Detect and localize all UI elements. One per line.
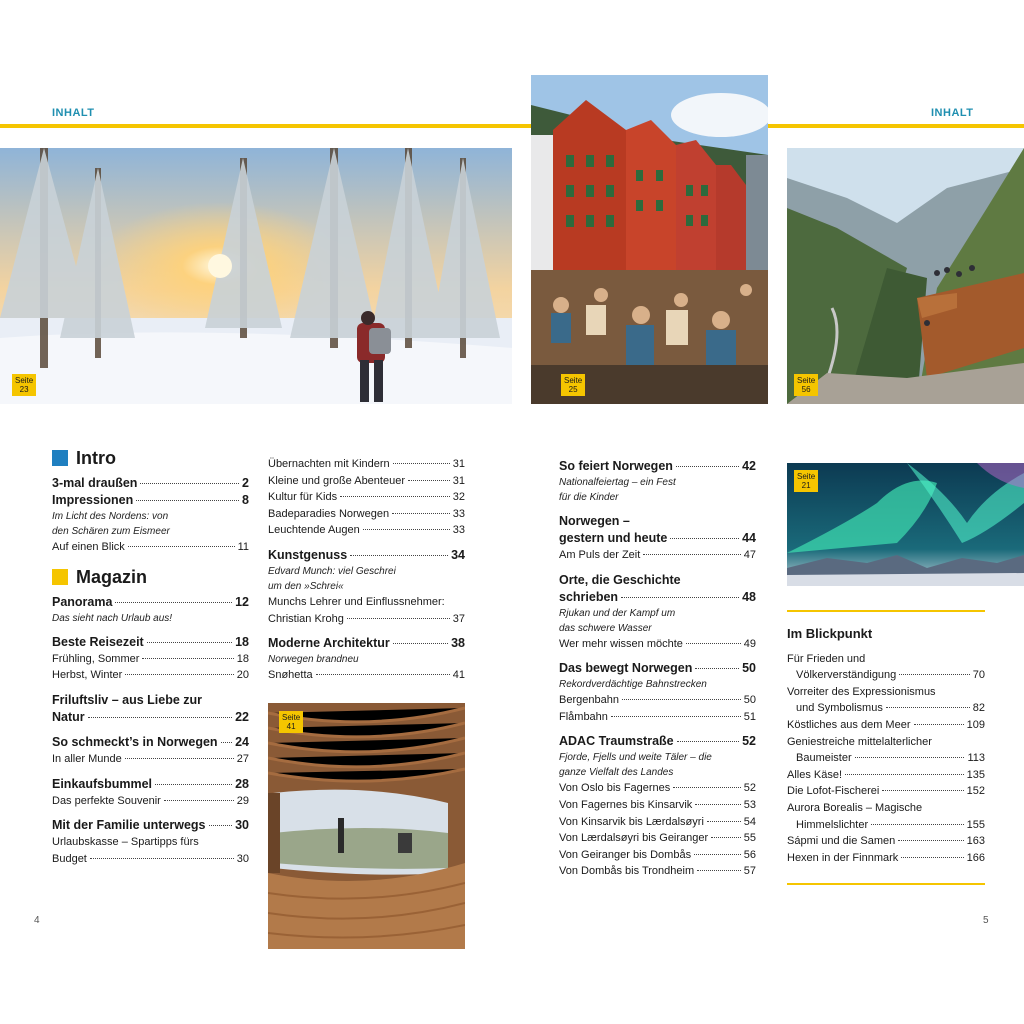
toc-entry[interactable] bbox=[559, 863, 756, 880]
toc-entry-page: 31 bbox=[452, 458, 465, 470]
toc-entry[interactable] bbox=[268, 594, 465, 611]
toc-entry[interactable] bbox=[559, 458, 756, 475]
page-tag-fjord-label: Seite 56 bbox=[797, 376, 816, 394]
toc-entry-page: 113 bbox=[967, 752, 985, 765]
toc-entry-title: Das perfekte Souvenir bbox=[52, 794, 161, 807]
dot-leader bbox=[643, 554, 740, 555]
toc-entry[interactable] bbox=[52, 751, 249, 768]
toc-entry-page: 20 bbox=[236, 669, 249, 682]
dot-leader bbox=[914, 724, 964, 725]
toc-entry[interactable] bbox=[52, 851, 249, 868]
toc-entry-title: Natur bbox=[52, 709, 85, 724]
dot-leader bbox=[155, 784, 232, 785]
toc-entry-title: Budget bbox=[52, 852, 87, 865]
toc-entry-title: ganze Vielfalt des Landes bbox=[559, 767, 674, 779]
dot-leader bbox=[711, 837, 741, 838]
toc-entry-page: 11 bbox=[237, 540, 249, 553]
toc-entry-title: Christian Krohg bbox=[268, 612, 344, 625]
toc-entry-page: 32 bbox=[452, 491, 465, 504]
toc-entry[interactable] bbox=[268, 564, 465, 579]
toc-entry-title: ADAC Traumstraße bbox=[559, 734, 674, 749]
toc-entry[interactable] bbox=[52, 492, 249, 509]
toc-entry[interactable] bbox=[559, 750, 756, 765]
toc-entry[interactable] bbox=[559, 636, 756, 653]
toc-entry-page: 30 bbox=[236, 852, 249, 865]
toc-entry-title: Bergenbahn bbox=[559, 694, 619, 707]
toc-entry-title: Beste Reisezeit bbox=[52, 634, 144, 649]
toc-entry-title: Aurora Borealis – Magische bbox=[787, 801, 923, 814]
architecture-photo bbox=[268, 703, 465, 949]
toc-entry-title: Von Kinsarvik bis Lærdalsøyri bbox=[559, 815, 704, 828]
dot-leader bbox=[136, 500, 239, 501]
left-header-label: INHALT bbox=[52, 107, 95, 119]
toc-entry[interactable] bbox=[559, 475, 756, 490]
dot-leader bbox=[621, 597, 739, 598]
toc-entry-page: 22 bbox=[235, 709, 249, 724]
dot-leader bbox=[316, 674, 450, 675]
toc-entry[interactable] bbox=[52, 709, 249, 726]
col3-list bbox=[559, 458, 756, 880]
blickpunkt-title: Im Blickpunkt bbox=[787, 626, 873, 641]
left-header-rule bbox=[0, 124, 531, 128]
dot-leader bbox=[871, 824, 964, 825]
toc-entry[interactable] bbox=[559, 847, 756, 864]
toc-entry-page: 52 bbox=[742, 734, 756, 749]
toc-entry[interactable] bbox=[787, 651, 985, 668]
toc-entry-page: 33 bbox=[452, 524, 465, 537]
dot-leader bbox=[115, 602, 232, 603]
toc-entry-page: 54 bbox=[743, 815, 756, 828]
toc-entry-page: 57 bbox=[743, 865, 756, 878]
toc-entry-page: 82 bbox=[972, 702, 985, 715]
toc-entry-title: Fjorde, Fjells und weite Täler – die bbox=[559, 752, 712, 764]
toc-entry[interactable] bbox=[559, 780, 756, 797]
toc-entry-page: 37 bbox=[452, 612, 465, 625]
blickpunkt-list bbox=[787, 651, 985, 867]
toc-entry[interactable] bbox=[559, 490, 756, 505]
toc-entry-title: schrieben bbox=[559, 589, 619, 604]
toc-entry-title: Im Licht des Nordens: von bbox=[52, 510, 169, 522]
list-gap bbox=[52, 726, 249, 734]
dot-leader bbox=[845, 774, 964, 775]
toc-entry-title: Hexen in der Finnmark bbox=[787, 851, 899, 864]
list-gap bbox=[52, 768, 249, 776]
dot-leader bbox=[125, 674, 233, 675]
toc-entry[interactable] bbox=[559, 733, 756, 750]
toc-entry[interactable] bbox=[52, 594, 249, 611]
dot-leader bbox=[393, 463, 450, 464]
toc-entry-title: und Symbolismus bbox=[796, 702, 883, 715]
toc-entry[interactable] bbox=[787, 700, 985, 717]
toc-entry[interactable] bbox=[268, 579, 465, 594]
toc-entry-title: Einkaufsbummel bbox=[52, 776, 153, 791]
dot-leader bbox=[209, 825, 233, 826]
toc-entry-page: 33 bbox=[452, 507, 465, 520]
toc-entry-title: Köstliches aus dem Meer bbox=[787, 718, 911, 731]
page-tag-winter bbox=[12, 374, 36, 396]
toc-column-3 bbox=[559, 458, 756, 880]
toc-entry-title: Das sieht nach Urlaub aus! bbox=[52, 612, 173, 624]
toc-entry-page: 53 bbox=[743, 798, 756, 811]
toc-entry-title: Rjukan und der Kampf um bbox=[559, 607, 676, 619]
toc-entry-page: 166 bbox=[966, 851, 985, 864]
toc-entry-title: Badeparadies Norwegen bbox=[268, 507, 390, 520]
toc-entry-title: gestern und heute bbox=[559, 531, 668, 545]
intro-list bbox=[52, 475, 249, 556]
list-gap bbox=[52, 809, 249, 817]
toc-entry-page: 155 bbox=[966, 818, 985, 831]
page-number-left: 4 bbox=[34, 915, 40, 926]
dot-leader bbox=[128, 546, 235, 547]
list-gap bbox=[559, 652, 756, 660]
toc-entry[interactable] bbox=[559, 797, 756, 814]
toc-entry-page: 8 bbox=[242, 492, 249, 507]
toc-entry-title: Kleine und große Abenteuer bbox=[268, 474, 405, 487]
winter-forest-photo bbox=[0, 148, 512, 404]
toc-entry[interactable] bbox=[52, 509, 249, 524]
toc-entry[interactable] bbox=[268, 652, 465, 667]
toc-entry-title: Friluftsliv – aus Liebe zur bbox=[52, 692, 203, 707]
toc-entry-page: 34 bbox=[451, 547, 465, 562]
toc-entry-title: Von Fagernes bis Kinsarvik bbox=[559, 798, 693, 811]
dot-leader bbox=[707, 821, 741, 822]
toc-entry[interactable] bbox=[559, 547, 756, 564]
bergen-bryggen-photo bbox=[531, 75, 768, 404]
page-tag-architecture bbox=[279, 711, 303, 733]
toc-entry[interactable] bbox=[559, 677, 756, 692]
toc-entry-page: 47 bbox=[743, 549, 756, 561]
toc-entry[interactable] bbox=[52, 834, 249, 851]
toc-entry-page: 55 bbox=[743, 832, 756, 845]
toc-entry-page: 52 bbox=[743, 782, 756, 795]
dot-leader bbox=[695, 668, 739, 669]
toc-entry[interactable] bbox=[787, 734, 985, 751]
toc-entry[interactable] bbox=[52, 776, 249, 793]
toc-entry-title: Rekordverdächtige Bahnstrecken bbox=[559, 679, 707, 691]
aurora-photo bbox=[787, 463, 1024, 586]
toc-entry-title: Geniestreiche mittelalterlicher bbox=[787, 735, 932, 748]
dot-leader bbox=[125, 758, 234, 759]
toc-entry[interactable] bbox=[559, 606, 756, 621]
toc-entry-title: Impressionen bbox=[52, 492, 134, 507]
toc-entry[interactable] bbox=[52, 793, 249, 810]
toc-entry-title: Nationalfeiertag – ein Fest bbox=[559, 477, 676, 488]
dot-leader bbox=[686, 643, 741, 644]
dot-leader bbox=[88, 717, 232, 718]
right-header-label: INHALT bbox=[931, 107, 974, 119]
toc-entry[interactable] bbox=[559, 765, 756, 780]
list-gap bbox=[559, 505, 756, 513]
page-tag-bergen-label: Seite 25 bbox=[564, 376, 583, 394]
toc-entry-title: So feiert Norwegen bbox=[559, 459, 673, 473]
toc-entry[interactable] bbox=[268, 506, 465, 523]
toc-entry[interactable] bbox=[52, 611, 249, 626]
toc-entry-page: 24 bbox=[235, 734, 249, 749]
toc-entry[interactable] bbox=[559, 530, 756, 547]
toc-entry[interactable] bbox=[52, 524, 249, 539]
dot-leader bbox=[673, 787, 740, 788]
list-gap bbox=[268, 539, 465, 547]
toc-entry-title: Frühling, Sommer bbox=[52, 652, 140, 665]
toc-entry-title: Die Lofot-Fischerei bbox=[787, 785, 880, 798]
dot-leader bbox=[694, 854, 741, 855]
dot-leader bbox=[882, 790, 963, 791]
toc-entry-title: Edvard Munch: viel Geschrei bbox=[268, 565, 396, 577]
dot-leader bbox=[350, 555, 448, 556]
page-tag-bergen bbox=[561, 374, 585, 396]
dot-leader bbox=[886, 707, 970, 708]
dot-leader bbox=[855, 757, 965, 758]
toc-entry-title: Leuchtende Augen bbox=[268, 524, 360, 537]
toc-entry-page: 51 bbox=[743, 710, 756, 723]
toc-entry[interactable] bbox=[559, 814, 756, 831]
toc-entry[interactable] bbox=[559, 513, 756, 530]
toc-entry[interactable] bbox=[787, 684, 985, 701]
list-gap bbox=[52, 684, 249, 692]
toc-entry-page: 50 bbox=[742, 661, 756, 676]
toc-entry-title: Von Lærdalsøyri bis Geiranger bbox=[559, 832, 709, 845]
dot-leader bbox=[147, 642, 232, 643]
magazin-heading: Magazin bbox=[76, 567, 148, 588]
toc-entry[interactable] bbox=[559, 572, 756, 589]
toc-entry[interactable] bbox=[52, 634, 249, 651]
toc-entry[interactable] bbox=[559, 692, 756, 709]
dot-leader bbox=[393, 643, 448, 644]
blickpunkt-top-rule bbox=[787, 610, 985, 612]
toc-entry-page: 29 bbox=[236, 794, 249, 807]
dot-leader bbox=[90, 858, 234, 859]
toc-entry-title: Vorreiter des Expressionismus bbox=[787, 685, 936, 698]
dot-leader bbox=[340, 496, 450, 497]
toc-entry-page: 49 bbox=[743, 637, 756, 650]
toc-column-1 bbox=[52, 450, 249, 867]
toc-entry-title: für die Kinder bbox=[559, 492, 619, 503]
toc-entry-page: 18 bbox=[236, 652, 249, 665]
toc-entry[interactable] bbox=[787, 667, 985, 684]
toc-entry-title: Sápmi und die Samen bbox=[787, 835, 896, 848]
toc-entry-title: Norwegen – bbox=[559, 514, 630, 528]
toc-entry-title: Kultur für Kids bbox=[268, 491, 338, 504]
toc-entry[interactable] bbox=[787, 817, 985, 834]
toc-entry-title: das schwere Wasser bbox=[559, 622, 652, 634]
toc-entry-title: Snøhetta bbox=[268, 669, 313, 682]
page-tag-fjord bbox=[794, 374, 818, 396]
page-tag-aurora bbox=[794, 470, 818, 492]
toc-entry-page: 42 bbox=[742, 459, 756, 473]
toc-entry-page: 2 bbox=[242, 475, 249, 490]
toc-entry-page: 44 bbox=[742, 531, 756, 545]
list-gap bbox=[559, 564, 756, 572]
toc-entry-title: Urlaubskasse – Spartipps fürs bbox=[52, 836, 199, 849]
toc-entry[interactable] bbox=[268, 611, 465, 628]
toc-entry[interactable] bbox=[268, 456, 465, 473]
magazin-square-icon bbox=[52, 569, 68, 585]
toc-entry-title: Kunstgenuss bbox=[268, 547, 348, 562]
toc-entry[interactable] bbox=[52, 817, 249, 834]
col2-list bbox=[268, 456, 465, 684]
toc-entry[interactable] bbox=[52, 667, 249, 684]
toc-entry[interactable] bbox=[52, 734, 249, 751]
dot-leader bbox=[677, 741, 739, 742]
list-gap bbox=[268, 627, 465, 635]
dot-leader bbox=[611, 716, 741, 717]
toc-entry[interactable] bbox=[787, 767, 985, 784]
dot-leader bbox=[164, 800, 234, 801]
page-tag-aurora-label: Seite 21 bbox=[797, 472, 816, 490]
page-tag-winter-label: Seite 23 bbox=[15, 376, 34, 394]
toc-entry-page: 28 bbox=[235, 776, 249, 791]
toc-entry-title: Das bewegt Norwegen bbox=[559, 661, 693, 676]
toc-entry-page: 109 bbox=[966, 718, 985, 731]
magazin-list bbox=[52, 594, 249, 868]
toc-entry-title: Moderne Architektur bbox=[268, 636, 390, 651]
toc-entry-title: So schmeckt’s in Norwegen bbox=[52, 734, 218, 749]
dot-leader bbox=[140, 483, 239, 484]
toc-entry-page: 12 bbox=[235, 594, 249, 609]
section-intro bbox=[52, 450, 249, 467]
toc-entry[interactable] bbox=[787, 717, 985, 734]
toc-entry-title: Munchs Lehrer und Einflussnehmer: bbox=[268, 595, 445, 608]
toc-entry-page: 48 bbox=[742, 589, 756, 604]
dot-leader bbox=[697, 870, 741, 871]
toc-entry[interactable] bbox=[268, 547, 465, 564]
dot-leader bbox=[363, 529, 450, 530]
toc-entry[interactable] bbox=[787, 783, 985, 800]
toc-entry[interactable] bbox=[559, 621, 756, 636]
toc-entry[interactable] bbox=[268, 522, 465, 539]
toc-entry[interactable] bbox=[787, 800, 985, 817]
toc-entry-page: 30 bbox=[235, 818, 249, 833]
toc-entry[interactable] bbox=[52, 539, 249, 556]
toc-entry-title: Orte, die Geschichte bbox=[559, 572, 681, 587]
toc-entry-title: Am Puls der Zeit bbox=[559, 549, 641, 561]
toc-entry[interactable] bbox=[52, 651, 249, 668]
dot-leader bbox=[622, 699, 741, 700]
toc-entry-title: Herbst, Winter bbox=[52, 669, 123, 682]
toc-column-2 bbox=[268, 456, 465, 684]
toc-entry-title: In aller Munde bbox=[52, 752, 122, 765]
toc-entry[interactable] bbox=[268, 635, 465, 652]
toc-entry-title: Wer mehr wissen möchte bbox=[559, 637, 683, 650]
dot-leader bbox=[901, 857, 963, 858]
dot-leader bbox=[392, 513, 450, 514]
toc-entry-page: 41 bbox=[452, 669, 465, 682]
toc-entry-title: Baumeister bbox=[796, 752, 852, 765]
toc-entry-title: Von Oslo bis Fagernes bbox=[559, 782, 671, 795]
dot-leader bbox=[670, 538, 739, 539]
toc-entry-page: 152 bbox=[966, 785, 985, 798]
toc-entry[interactable] bbox=[559, 830, 756, 847]
toc-entry-title: 3-mal draußen bbox=[52, 475, 138, 490]
dot-leader bbox=[221, 742, 233, 743]
toc-entry-title: Panorama bbox=[52, 594, 113, 609]
toc-entry[interactable] bbox=[559, 660, 756, 677]
toc-entry[interactable] bbox=[268, 473, 465, 490]
toc-entry-page: 31 bbox=[452, 474, 465, 487]
toc-entry-title: Mit der Familie unterwegs bbox=[52, 818, 206, 833]
dot-leader bbox=[347, 618, 450, 619]
dot-leader bbox=[142, 658, 233, 659]
toc-entry-title: Von Geiranger bis Dombås bbox=[559, 848, 692, 861]
toc-entry-title: Norwegen brandneu bbox=[268, 654, 359, 666]
dot-leader bbox=[899, 674, 969, 675]
blickpunkt-box bbox=[787, 626, 985, 866]
dot-leader bbox=[695, 804, 740, 805]
toc-entry-page: 70 bbox=[972, 669, 985, 682]
list-gap bbox=[52, 626, 249, 634]
toc-entry[interactable] bbox=[559, 589, 756, 606]
toc-entry-title: Für Frieden und bbox=[787, 652, 866, 665]
toc-entry-page: 50 bbox=[743, 694, 756, 707]
section-magazin bbox=[52, 569, 249, 586]
page-tag-architecture-label: Seite 41 bbox=[282, 713, 301, 731]
toc-entry[interactable] bbox=[787, 833, 985, 850]
toc-entry[interactable] bbox=[787, 750, 985, 767]
page-number-right: 5 bbox=[983, 915, 989, 926]
toc-entry-title: Flåmbahn bbox=[559, 710, 608, 723]
toc-entry[interactable] bbox=[559, 709, 756, 726]
toc-entry-title: den Schären zum Eismeer bbox=[52, 525, 170, 537]
intro-square-icon bbox=[52, 450, 68, 466]
toc-entry-title: Völkerverständigung bbox=[796, 669, 897, 682]
toc-entry-title: Von Dombås bis Trondheim bbox=[559, 865, 695, 878]
fjord-viewpoint-photo bbox=[787, 148, 1024, 404]
dot-leader bbox=[408, 480, 450, 481]
toc-entry-page: 135 bbox=[966, 768, 985, 781]
toc-entry-title: Übernachten mit Kindern bbox=[268, 458, 390, 470]
toc-entry-title: Alles Käse! bbox=[787, 768, 843, 781]
toc-entry-title: Himmelslichter bbox=[796, 818, 869, 831]
right-header-rule bbox=[768, 124, 1024, 128]
toc-entry-page: 56 bbox=[743, 848, 756, 861]
dot-leader bbox=[676, 466, 739, 467]
toc-entry[interactable] bbox=[52, 475, 249, 492]
list-gap bbox=[559, 725, 756, 733]
blickpunkt-bottom-rule bbox=[787, 883, 985, 885]
toc-entry[interactable] bbox=[268, 667, 465, 684]
toc-entry-title: Auf einen Blick bbox=[52, 540, 125, 553]
dot-leader bbox=[898, 840, 963, 841]
intro-heading: Intro bbox=[76, 448, 116, 468]
toc-entry-page: 38 bbox=[451, 636, 465, 651]
toc-entry-page: 163 bbox=[966, 835, 985, 848]
toc-entry-page: 27 bbox=[236, 752, 249, 765]
toc-entry-title: um den »Schrei« bbox=[268, 580, 344, 592]
toc-entry[interactable] bbox=[268, 489, 465, 506]
toc-entry[interactable] bbox=[52, 692, 249, 709]
toc-entry-page: 18 bbox=[235, 634, 249, 649]
toc-entry[interactable] bbox=[787, 850, 985, 867]
